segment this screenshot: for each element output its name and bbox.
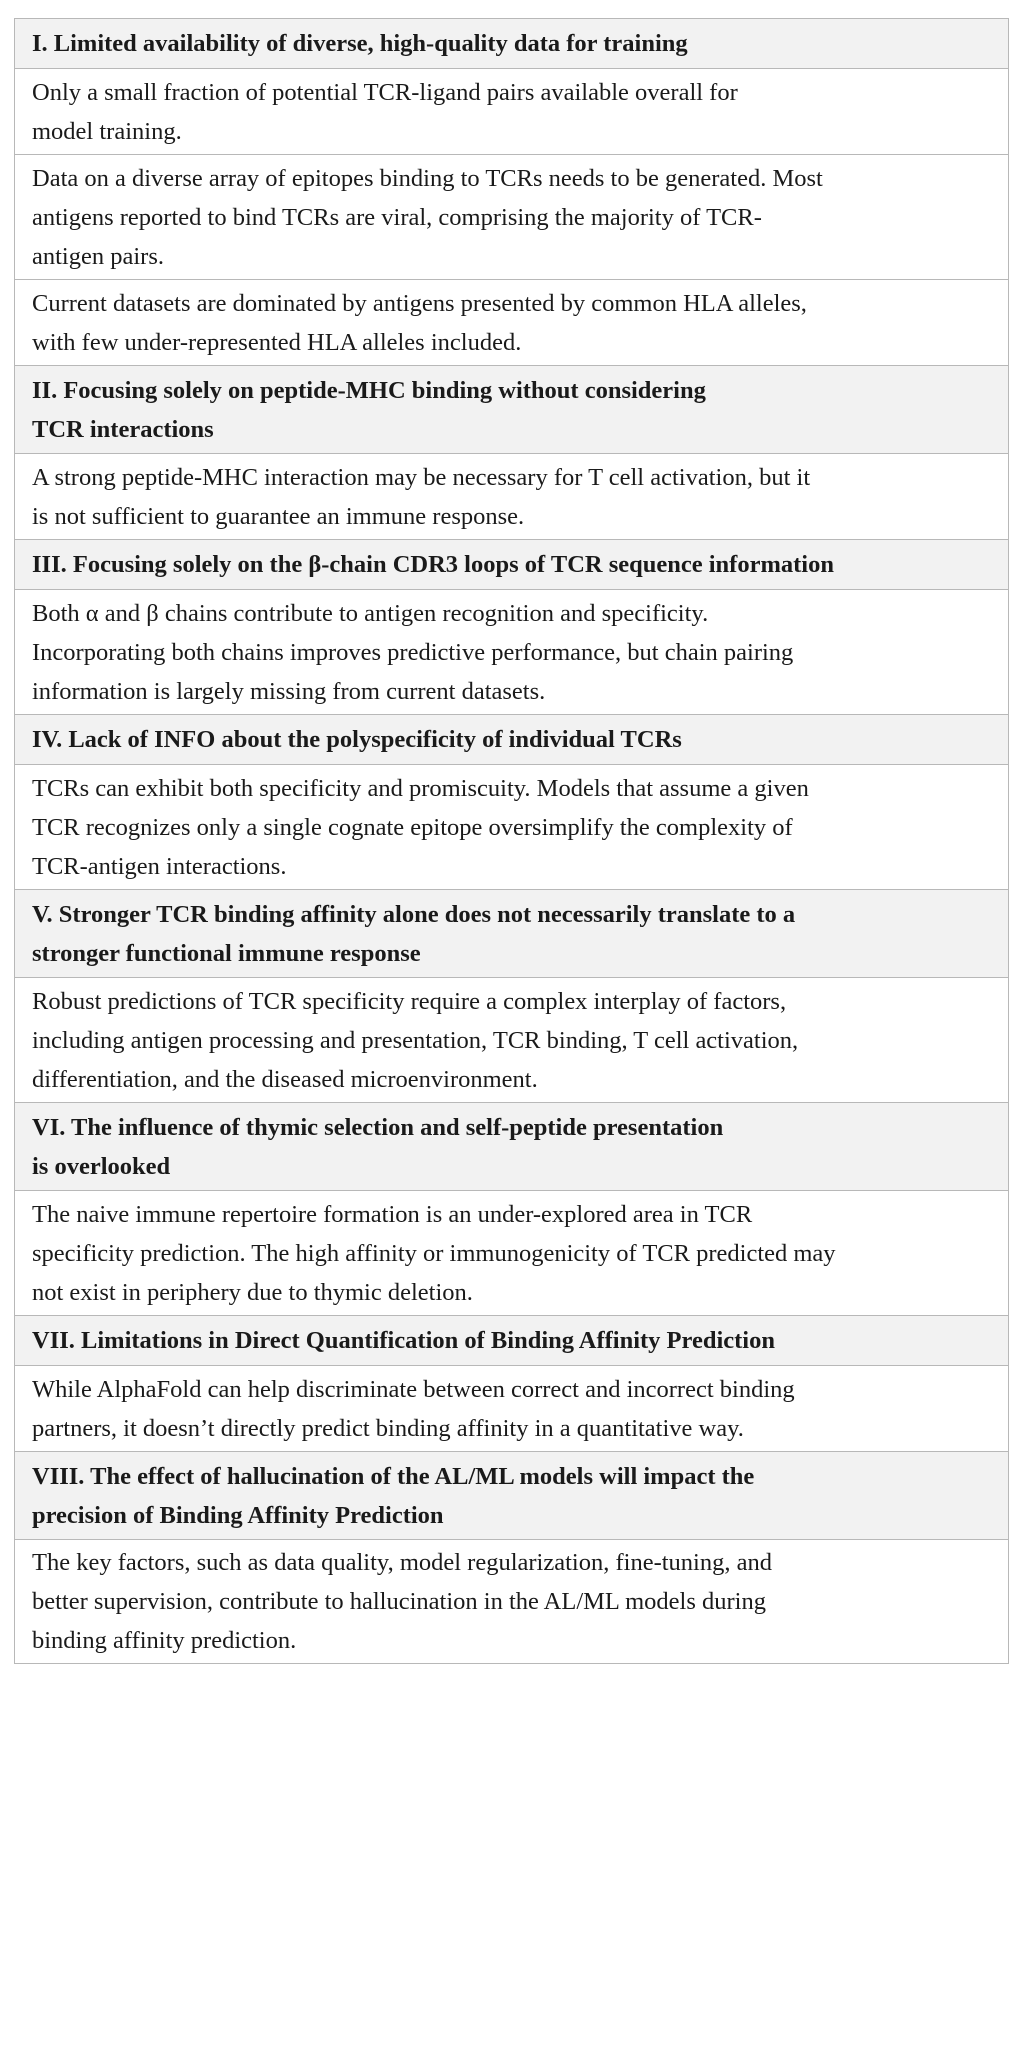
section-body-text: Current datasets are dominated by antigens presented by common HLA alleles, with few under-represented HLA alleles included. [32,289,807,356]
section-body-row [14,279,1009,365]
section-header-text: IV. Lack of INFO about the polyspecificity of individual TCRs [32,726,682,753]
section-header-text: I. Limited availability of diverse, high-quality data for training [32,30,688,57]
section-body-row [14,453,1009,539]
section-body-text: Data on a diverse array of epitopes binding to TCRs needs to be generated. Most antigens reported to bind TCRs are viral, comprising the majority of TCR- antigen pairs. [32,164,823,270]
section-body-text: A strong peptide-MHC interaction may be necessary for T cell activation, but it is not sufficient to guarantee an immune response. [32,463,811,530]
section-header-text: II. Focusing solely on peptide-MHC binding without considering TCR interactions [32,376,706,443]
section-header-7 [14,1315,1009,1365]
section-header-5 [14,889,1009,977]
section-header-text: VIII. The effect of hallucination of the AL/ML models will impact the precision of Binding Affinity Prediction [32,1462,755,1529]
section-body-row [14,1190,1009,1315]
section-body-text: The key factors, such as data quality, model regularization, fine-tuning, and better supervision, contribute to hallucination in the AL/ML models during binding affinity prediction. [32,1549,772,1654]
section-body-row [14,154,1009,279]
section-header-3 [14,539,1009,589]
section-body-row [14,68,1009,154]
section-body-text: Both α and β chains contribute to antigen recognition and specificity. Incorporating both chains improves predictive performance, but chain pairing information is largely missing from current datasets. [32,599,794,705]
section-header-text: VII. Limitations in Direct Quantification of Binding Affinity Prediction [32,1327,775,1354]
section-header-8 [14,1451,1009,1539]
section-header-text: V. Stronger TCR binding affinity alone does not necessarily translate to a stronger functional immune response [32,900,796,967]
section-header-6 [14,1102,1009,1190]
section-header-2 [14,365,1009,453]
section-header-text: III. Focusing solely on the β-chain CDR3 loops of TCR sequence information [32,551,834,578]
section-body-row [14,589,1009,714]
section-body-text: While AlphaFold can help discriminate between correct and incorrect binding partners, it doesn’t directly predict binding affinity in a quantitative way. [32,1375,795,1442]
section-body-row [14,1539,1009,1664]
section-body-row [14,977,1009,1102]
section-body-row [14,1365,1009,1451]
section-body-text: TCRs can exhibit both specificity and promiscuity. Models that assume a given TCR recognizes only a single cognate epitope oversimplify the complexity of TCR-antigen interactions. [32,774,809,880]
section-header-1 [14,18,1009,68]
section-body-text: Only a small fraction of potential TCR-ligand pairs available overall for model training. [32,78,738,145]
section-header-4 [14,714,1009,764]
section-body-text: The naive immune repertoire formation is an under-explored area in TCR specificity prediction. The high affinity or immunogenicity of TCR predicted may not exist in periphery due to thymic deletion. [32,1200,836,1306]
section-body-text: Robust predictions of TCR specificity require a complex interplay of factors, including antigen processing and presentation, TCR binding, T cell activation, differentiation, and the diseased microenvironment. [32,987,799,1093]
section-body-row [14,764,1009,889]
section-header-text: VI. The influence of thymic selection and self-peptide presentation is overlooked [32,1113,724,1180]
